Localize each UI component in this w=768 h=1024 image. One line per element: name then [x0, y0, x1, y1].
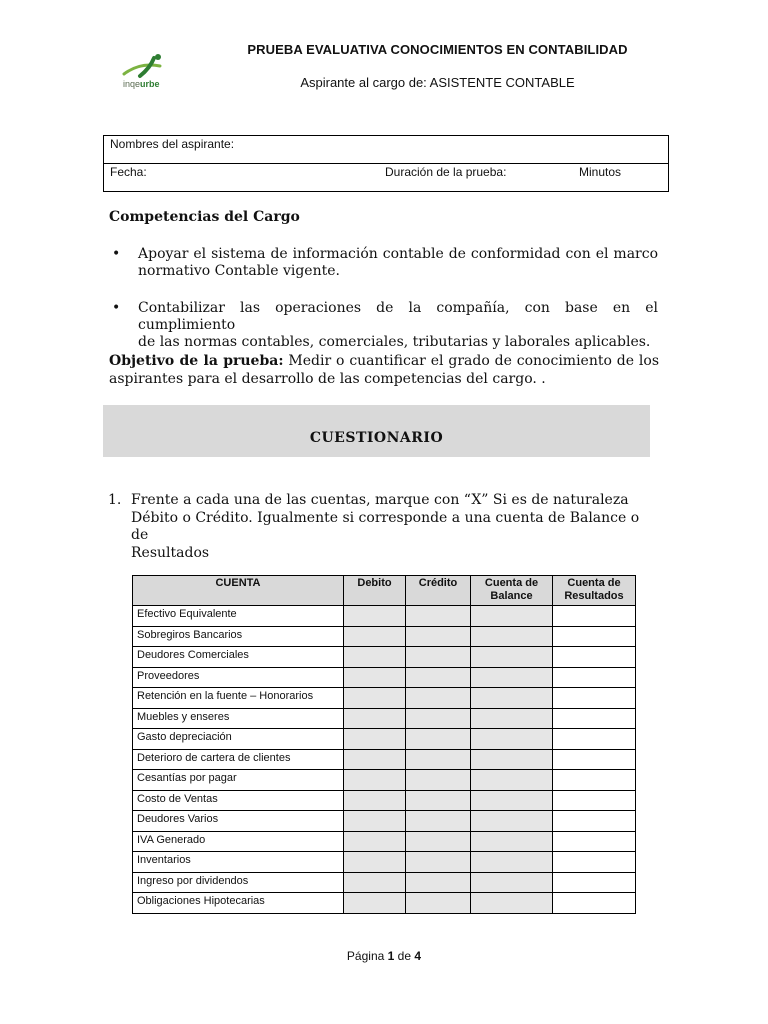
- table-row: [133, 749, 636, 770]
- debit-mark-cell[interactable]: [344, 708, 406, 729]
- bullet-dot-icon: •: [112, 246, 121, 262]
- logo-text: inqeurbe: [123, 79, 160, 89]
- question-line: Frente a cada una de las cuentas, marque con “X” Si es de naturaleza: [131, 492, 629, 508]
- account-name-cell: Gasto depreciación: [133, 729, 344, 750]
- bullet-dot-icon: •: [112, 300, 121, 316]
- debit-mark-cell[interactable]: [344, 647, 406, 668]
- page-current: 1: [387, 949, 395, 963]
- results-mark-cell[interactable]: [553, 688, 636, 709]
- results-mark-cell[interactable]: [553, 749, 636, 770]
- debit-mark-cell[interactable]: [344, 872, 406, 893]
- results-mark-cell[interactable]: [553, 708, 636, 729]
- duration-label: Duración de la prueba:: [385, 165, 507, 179]
- results-mark-cell[interactable]: [553, 647, 636, 668]
- column-header-credito: Crédito: [406, 576, 471, 606]
- credit-mark-cell[interactable]: [406, 749, 471, 770]
- results-mark-cell[interactable]: [553, 852, 636, 873]
- page-label: Página: [346, 949, 385, 963]
- balance-mark-cell[interactable]: [471, 626, 553, 647]
- questionnaire-heading: CUESTIONARIO: [103, 405, 650, 457]
- competency-item: [138, 300, 658, 351]
- account-name-cell: Costo de Ventas: [133, 790, 344, 811]
- competency-item: [138, 246, 658, 280]
- table-body: [133, 606, 636, 914]
- debit-mark-cell[interactable]: [344, 770, 406, 791]
- debit-mark-cell[interactable]: [344, 626, 406, 647]
- account-name-cell: Deudores Comerciales: [133, 647, 344, 668]
- credit-mark-cell[interactable]: [406, 688, 471, 709]
- table-row: [133, 606, 636, 627]
- column-header-balance: Cuenta de Balance: [471, 576, 553, 606]
- logo-swoosh-icon: [120, 52, 172, 82]
- table-row: [133, 872, 636, 893]
- credit-mark-cell[interactable]: [406, 729, 471, 750]
- balance-mark-cell[interactable]: [471, 729, 553, 750]
- debit-mark-cell[interactable]: [344, 729, 406, 750]
- credit-mark-cell[interactable]: [406, 790, 471, 811]
- account-name-cell: Deterioro de cartera de clientes: [133, 749, 344, 770]
- account-name-cell: IVA Generado: [133, 831, 344, 852]
- results-mark-cell[interactable]: [553, 811, 636, 832]
- balance-mark-cell[interactable]: [471, 606, 553, 627]
- document-subtitle: Aspirante al cargo de: ASISTENTE CONTABLE: [300, 75, 575, 90]
- credit-mark-cell[interactable]: [406, 626, 471, 647]
- debit-mark-cell[interactable]: [344, 852, 406, 873]
- account-name-cell: Cesantías por pagar: [133, 770, 344, 791]
- account-name-cell: Sobregiros Bancarios: [133, 626, 344, 647]
- results-mark-cell[interactable]: [553, 831, 636, 852]
- results-mark-cell[interactable]: [553, 790, 636, 811]
- credit-mark-cell[interactable]: [406, 872, 471, 893]
- balance-mark-cell[interactable]: [471, 852, 553, 873]
- results-mark-cell[interactable]: [553, 872, 636, 893]
- account-name-cell: Proveedores: [133, 667, 344, 688]
- balance-mark-cell[interactable]: [471, 831, 553, 852]
- account-name-cell: Retención en la fuente – Honorarios: [133, 688, 344, 709]
- objective-label: Objetivo de la prueba:: [109, 353, 284, 369]
- page-total: 4: [414, 949, 422, 963]
- balance-mark-cell[interactable]: [471, 647, 553, 668]
- question-text: [131, 492, 651, 562]
- applicant-name-label: Nombres del aspirante:: [110, 137, 235, 151]
- table-row: [133, 647, 636, 668]
- table-row: [133, 770, 636, 791]
- objective-text-line1: Medir o cuantificar el grado de conocimiento de los: [283, 353, 660, 369]
- column-header-resultados: Cuenta de Resultados: [553, 576, 636, 606]
- credit-mark-cell[interactable]: [406, 831, 471, 852]
- competency-line: normativo Contable vigente.: [138, 263, 340, 279]
- results-mark-cell[interactable]: [553, 606, 636, 627]
- balance-mark-cell[interactable]: [471, 790, 553, 811]
- account-name-cell: Inventarios: [133, 852, 344, 873]
- account-name-cell: Muebles y enseres: [133, 708, 344, 729]
- question-line: Resultados: [131, 544, 210, 561]
- debit-mark-cell[interactable]: [344, 749, 406, 770]
- applicant-name-row: [104, 136, 668, 164]
- table-row: [133, 626, 636, 647]
- table-row: [133, 688, 636, 709]
- table-row: [133, 831, 636, 852]
- account-name-cell: Obligaciones Hipotecarias: [133, 893, 344, 914]
- table-row: [133, 811, 636, 832]
- page-of-label: de: [397, 949, 412, 963]
- debit-mark-cell[interactable]: [344, 688, 406, 709]
- balance-mark-cell[interactable]: [471, 872, 553, 893]
- results-mark-cell[interactable]: [553, 893, 636, 914]
- results-mark-cell[interactable]: [553, 626, 636, 647]
- column-header-cuenta: CUENTA: [133, 576, 344, 606]
- credit-mark-cell[interactable]: [406, 770, 471, 791]
- debit-mark-cell[interactable]: [344, 667, 406, 688]
- debit-mark-cell[interactable]: [344, 606, 406, 627]
- balance-mark-cell[interactable]: [471, 688, 553, 709]
- minutes-label: Minutos: [579, 165, 622, 179]
- table-row: [133, 729, 636, 750]
- balance-mark-cell[interactable]: [471, 893, 553, 914]
- credit-mark-cell[interactable]: [406, 852, 471, 873]
- credit-mark-cell[interactable]: [406, 647, 471, 668]
- table-row: [133, 667, 636, 688]
- question-number: 1.: [108, 492, 122, 508]
- date-label: Fecha:: [110, 165, 147, 179]
- results-mark-cell[interactable]: [553, 770, 636, 791]
- page-footer: [0, 949, 768, 963]
- account-name-cell: Efectivo Equivalente: [133, 606, 344, 627]
- credit-mark-cell[interactable]: [406, 893, 471, 914]
- applicant-info-box: [103, 135, 669, 192]
- column-header-debito: Debito: [344, 576, 406, 606]
- credit-mark-cell[interactable]: [406, 667, 471, 688]
- table-header-row: [133, 576, 636, 606]
- balance-mark-cell[interactable]: [471, 708, 553, 729]
- debit-mark-cell[interactable]: [344, 831, 406, 852]
- competencies-heading: Competencias del Cargo: [109, 209, 300, 225]
- table-row: [133, 852, 636, 873]
- competency-line: Contabilizar las operaciones de la compañía, con base en el cumplimiento: [138, 300, 658, 333]
- document-title: PRUEBA EVALUATIVA CONOCIMIENTOS EN CONTABILIDAD: [247, 42, 628, 57]
- debit-mark-cell[interactable]: [344, 790, 406, 811]
- table-row: [133, 893, 636, 914]
- results-mark-cell[interactable]: [553, 667, 636, 688]
- balance-mark-cell[interactable]: [471, 811, 553, 832]
- competency-line: Apoyar el sistema de información contable de conformidad con el marco: [138, 246, 658, 262]
- balance-mark-cell[interactable]: [471, 770, 553, 791]
- table-row: [133, 708, 636, 729]
- table-row: [133, 790, 636, 811]
- results-mark-cell[interactable]: [553, 729, 636, 750]
- balance-mark-cell[interactable]: [471, 667, 553, 688]
- account-name-cell: Ingreso por dividendos: [133, 872, 344, 893]
- accounts-classification-table: [132, 575, 636, 914]
- balance-mark-cell[interactable]: [471, 749, 553, 770]
- competency-line: de las normas contables, comerciales, tributarias y laborales aplicables.: [138, 334, 651, 350]
- question-line: Débito o Crédito. Igualmente si corresponde a una cuenta de Balance o de: [131, 509, 640, 543]
- debit-mark-cell[interactable]: [344, 811, 406, 832]
- credit-mark-cell[interactable]: [406, 606, 471, 627]
- account-name-cell: Deudores Varios: [133, 811, 344, 832]
- debit-mark-cell[interactable]: [344, 893, 406, 914]
- credit-mark-cell[interactable]: [406, 708, 471, 729]
- test-objective: [109, 352, 659, 388]
- objective-text-line2: aspirantes para el desarrollo de las competencias del cargo. .: [109, 371, 546, 387]
- credit-mark-cell[interactable]: [406, 811, 471, 832]
